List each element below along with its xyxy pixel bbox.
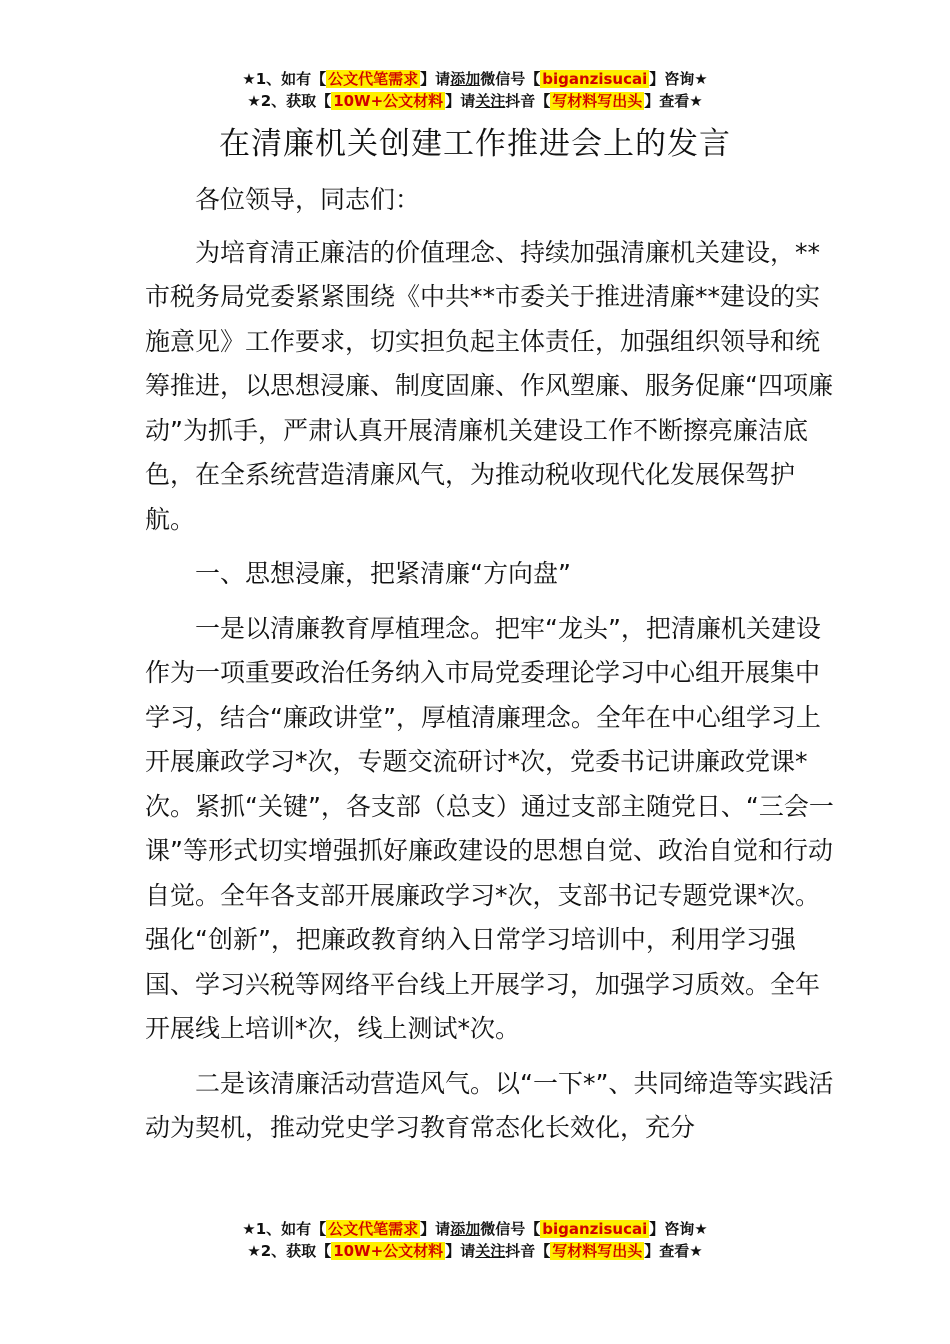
- promo-highlight: 公文代笔需求: [328, 1220, 419, 1238]
- promo-underline: 关注: [475, 1242, 506, 1260]
- promo-text: 】请: [445, 92, 476, 110]
- section-heading: 一、思想浸廉，把紧清廉“方向盘”: [195, 559, 571, 588]
- greeting: 各位领导，同志们：: [195, 185, 421, 214]
- promo-text: 】查看★: [644, 92, 703, 110]
- promo-text: ★1、如有【: [242, 70, 327, 88]
- paragraph: 为培育清正廉洁的价值理念、持续加强清廉机关建设，**市税务局党委紧紧围绕《中共**市委关于推进清廉**建设的实施意见》工作要求，切实担负起主体责任，加强组织领导和统筹推进，以思想浸廉、制度固廉、作风塑廉、服务促廉“四项廉动”为抓手，严肃认真开展清廉机关建设工作不断擦亮廉洁底色，在全系统营造清廉风气，为推动税收现代化发展保驾护航。: [145, 237, 833, 534]
- promo-line-2: [0, 1240, 950, 1262]
- document-body: [145, 178, 835, 1161]
- promo-line-2: [0, 90, 950, 112]
- promo-text: 】查看★: [644, 1242, 703, 1260]
- promo-highlight: biganzisucai: [542, 1220, 648, 1238]
- promo-text: ★1、如有【: [242, 1220, 327, 1238]
- promo-underline: 添加: [450, 70, 481, 88]
- promo-text: 】请: [420, 70, 451, 88]
- promo-text: 抖音【: [505, 92, 551, 110]
- promo-text: 微信号【: [480, 70, 541, 88]
- promo-text: 】咨询★: [649, 70, 708, 88]
- promo-text: 】咨询★: [649, 1220, 708, 1238]
- document-title: 在清廉机关创建工作推进会上的发言: [219, 126, 731, 162]
- promo-text: 抖音【: [505, 1242, 551, 1260]
- promo-line-1: [0, 1218, 950, 1240]
- promo-highlight: 10W+公文材料: [333, 1242, 444, 1260]
- promo-highlight: 写材料写出头: [552, 92, 643, 110]
- promo-highlight: 公文代笔需求: [328, 70, 419, 88]
- promo-line-1: [0, 68, 950, 90]
- promo-highlight: 10W+公文材料: [333, 92, 444, 110]
- promo-highlight: biganzisucai: [542, 70, 648, 88]
- paragraph: 一是以清廉教育厚植理念。把牢“龙头”，把清廉机关建设作为一项重要政治任务纳入市局党委理论学习中心组开展集中学习，结合“廉政讲堂”，厚植清廉理念。全年在中心组学习上开展廉政学习*次，专题交流研讨*次，党委书记讲廉政党课*次。紧抓“关键”，各支部（总支）通过支部主随党日、“三会一课”等形式切实增强抓好廉政建设的思想自觉、政治自觉和行动自觉。全年各支部开展廉政学习*次，支部书记专题党课*次。强化“创新”，把廉政教育纳入日常学习培训中，利用学习强国、学习兴税等网络平台线上开展学习，加强学习质效。全年开展线上培训*次，线上测试*次。: [145, 613, 834, 1043]
- promo-text: ★2、获取【: [247, 1242, 332, 1260]
- promo-underline: 关注: [475, 92, 506, 110]
- promo-text: 】请: [420, 1220, 451, 1238]
- promo-highlight: 写材料写出头: [552, 1242, 643, 1260]
- promo-banner-bottom: [0, 1218, 950, 1262]
- paragraph: 二是该清廉活动营造风气。以“一下*”、共同缔造等实践活动为契机，推动党史学习教育常态化长效化，充分: [145, 1068, 834, 1142]
- promo-banner-top: [0, 68, 950, 112]
- promo-text: 】请: [445, 1242, 476, 1260]
- promo-underline: 添加: [450, 1220, 481, 1238]
- promo-text: 微信号【: [480, 1220, 541, 1238]
- promo-text: ★2、获取【: [247, 92, 332, 110]
